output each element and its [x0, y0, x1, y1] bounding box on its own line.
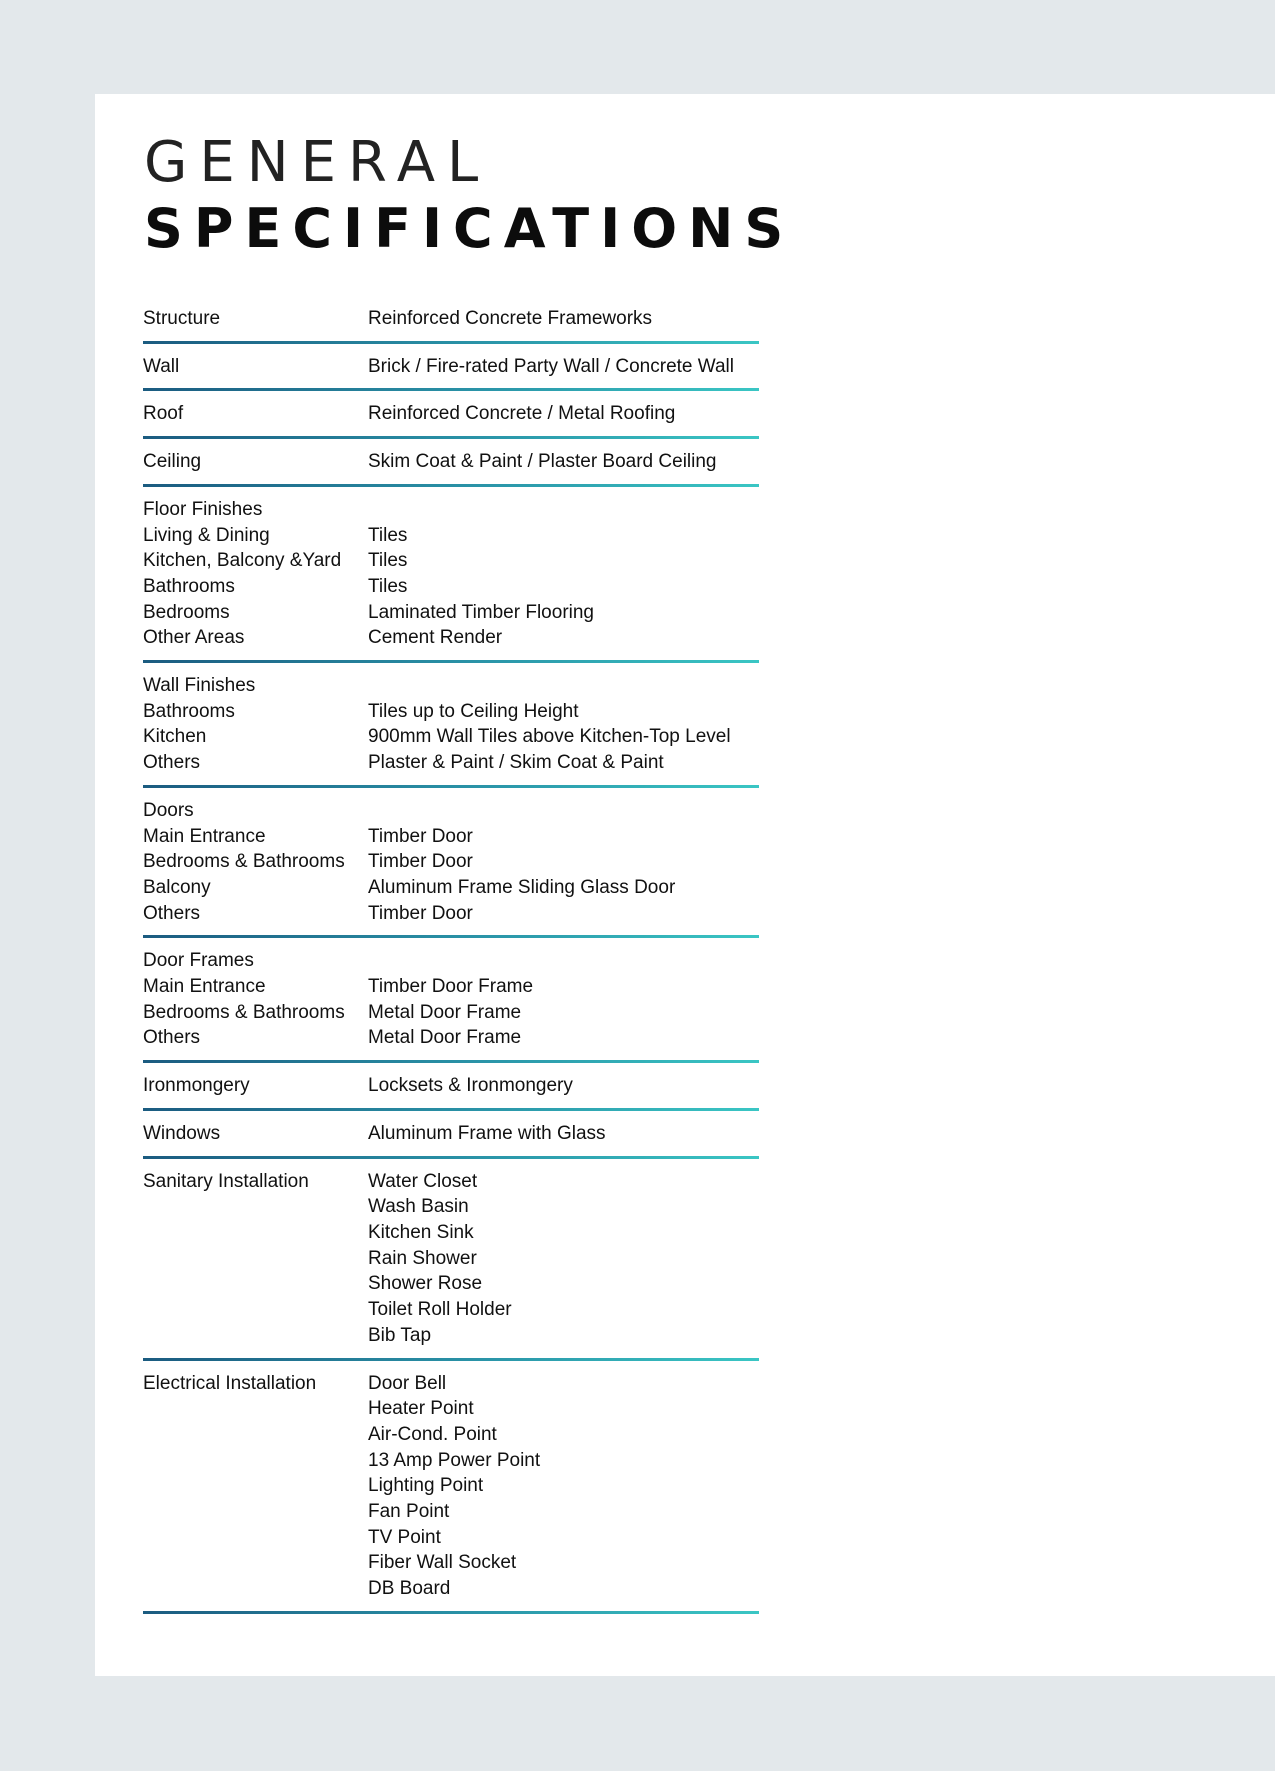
spec-item-value: Plaster & Paint / Skim Coat & Paint [368, 752, 664, 774]
spec-item-label: Living & Dining [143, 524, 270, 546]
page-title-line-1: GENERAL [144, 130, 491, 195]
spec-label: Structure [143, 308, 221, 329]
spec-value: Fiber Wall Socket [368, 1552, 517, 1574]
spec-group-heading: Door Frames [143, 950, 254, 972]
spec-label-column [143, 1371, 368, 1602]
spec-label-column [143, 449, 368, 475]
spec-label-column [143, 798, 368, 927]
spec-value: Kitchen Sink [368, 1221, 474, 1243]
spec-value: Door Bell [368, 1372, 447, 1394]
spec-value: Air-Cond. Point [368, 1423, 497, 1445]
spec-value: Fan Point [368, 1501, 450, 1523]
spec-item-value: 900mm Wall Tiles above Kitchen-Top Level [368, 726, 731, 748]
spec-value-column [368, 1121, 759, 1147]
spec-item-value: Tiles [368, 550, 408, 572]
spec-label: Sanitary Installation [143, 1170, 309, 1192]
spec-item-value: Timber Door Frame [368, 976, 534, 998]
spec-item-value: Timber Door [368, 851, 473, 873]
spec-value: Shower Rose [368, 1273, 483, 1295]
spec-value: Skim Coat & Paint / Plaster Board Ceiling [368, 451, 717, 473]
spec-group-heading: Doors [143, 799, 194, 821]
spec-value-column [368, 798, 759, 927]
spec-label: Roof [143, 403, 184, 425]
spec-item-value: Tiles up to Ceiling Height [368, 700, 579, 722]
spec-value: Aluminum Frame with Glass [368, 1122, 606, 1144]
spec-item-value: Aluminum Frame Sliding Glass Door [368, 876, 676, 898]
spec-label-column [143, 1169, 368, 1349]
spec-item-label: Others [143, 1027, 201, 1049]
spec-item-label: Main Entrance [143, 976, 266, 998]
spec-value-column [368, 306, 759, 332]
spec-value-column [368, 948, 759, 1051]
spec-item-label: Bedrooms [143, 601, 230, 623]
spacer [368, 497, 759, 523]
spec-group-heading: Wall Finishes [143, 675, 256, 697]
spec-row [143, 344, 759, 392]
spec-value: TV Point [368, 1526, 441, 1548]
spec-value-column [368, 673, 759, 776]
spec-item-label: Kitchen, Balcony &Yard [143, 550, 342, 572]
spec-label-column [143, 306, 368, 332]
spec-row [143, 439, 759, 487]
spec-item-value: Timber Door [368, 902, 473, 924]
spec-label-column [143, 948, 368, 1051]
spec-item-label: Others [143, 902, 201, 924]
spec-value: Heater Point [368, 1398, 474, 1420]
spec-value: Wash Basin [368, 1196, 469, 1218]
spec-value-column [368, 401, 759, 427]
spec-row [143, 298, 759, 344]
spec-item-value: Tiles [368, 575, 408, 597]
spec-value-column [368, 1073, 759, 1099]
spec-group-heading: Floor Finishes [143, 498, 263, 520]
spec-value: Water Closet [368, 1170, 478, 1192]
page-title [144, 130, 794, 262]
spec-value: Brick / Fire-rated Party Wall / Concrete Wall [368, 355, 735, 377]
spec-item-label: Balcony [143, 876, 211, 898]
spec-label: Windows [143, 1122, 221, 1144]
spec-item-label: Main Entrance [143, 825, 266, 847]
page-title-line-2: SPECIFICATIONS [144, 197, 795, 260]
spacer [368, 948, 759, 974]
spec-row [143, 663, 759, 788]
spec-row [143, 1111, 759, 1159]
spec-value: 13 Amp Power Point [368, 1449, 541, 1471]
spec-label: Ceiling [143, 451, 202, 473]
spec-item-value: Tiles [368, 524, 408, 546]
spec-item-label: Other Areas [143, 627, 245, 649]
spec-label: Electrical Installation [143, 1372, 317, 1394]
spec-label: Wall [143, 355, 180, 377]
spec-label-column [143, 354, 368, 380]
spec-row [143, 1361, 759, 1614]
spec-item-value: Metal Door Frame [368, 1027, 522, 1049]
spec-value: DB Board [368, 1578, 451, 1600]
spec-value: Toilet Roll Holder [368, 1299, 512, 1321]
spec-row [143, 788, 759, 939]
spec-label-column [143, 1121, 368, 1147]
spec-value: Locksets & Ironmongery [368, 1075, 573, 1097]
spec-value: Reinforced Concrete / Metal Roofing [368, 403, 676, 425]
spec-item-label: Bathrooms [143, 700, 235, 722]
spec-value-column [368, 1371, 759, 1602]
spacer [368, 673, 759, 699]
spec-item-label: Bathrooms [143, 575, 235, 597]
spec-item-label: Bedrooms & Bathrooms [143, 851, 345, 873]
spec-value-column [368, 1169, 759, 1349]
specifications-list [143, 298, 759, 1614]
spec-item-label: Kitchen [143, 726, 207, 748]
spec-item-value: Cement Render [368, 627, 503, 649]
spec-row [143, 391, 759, 439]
spec-label: Ironmongery [143, 1075, 250, 1097]
spec-value: Reinforced Concrete Frameworks [368, 308, 653, 329]
spec-item-label: Others [143, 752, 201, 774]
spec-value: Lighting Point [368, 1475, 484, 1497]
spec-label-column [143, 1073, 368, 1099]
spec-value-column [368, 354, 759, 380]
spec-value-column [368, 497, 759, 651]
spec-label-column [143, 673, 368, 776]
spec-label-column [143, 401, 368, 427]
spec-item-value: Metal Door Frame [368, 1001, 522, 1023]
spec-value-column [368, 449, 759, 475]
spec-row [143, 938, 759, 1063]
spec-row [143, 487, 759, 663]
spec-item-label: Bedrooms & Bathrooms [143, 1001, 345, 1023]
spec-item-value: Timber Door [368, 825, 473, 847]
spec-value: Rain Shower [368, 1247, 477, 1269]
spec-item-value: Laminated Timber Flooring [368, 601, 594, 623]
spec-value: Bib Tap [368, 1324, 432, 1346]
spec-row [143, 1063, 759, 1111]
spacer [368, 798, 759, 824]
spec-row [143, 1159, 759, 1361]
spec-label-column [143, 497, 368, 651]
